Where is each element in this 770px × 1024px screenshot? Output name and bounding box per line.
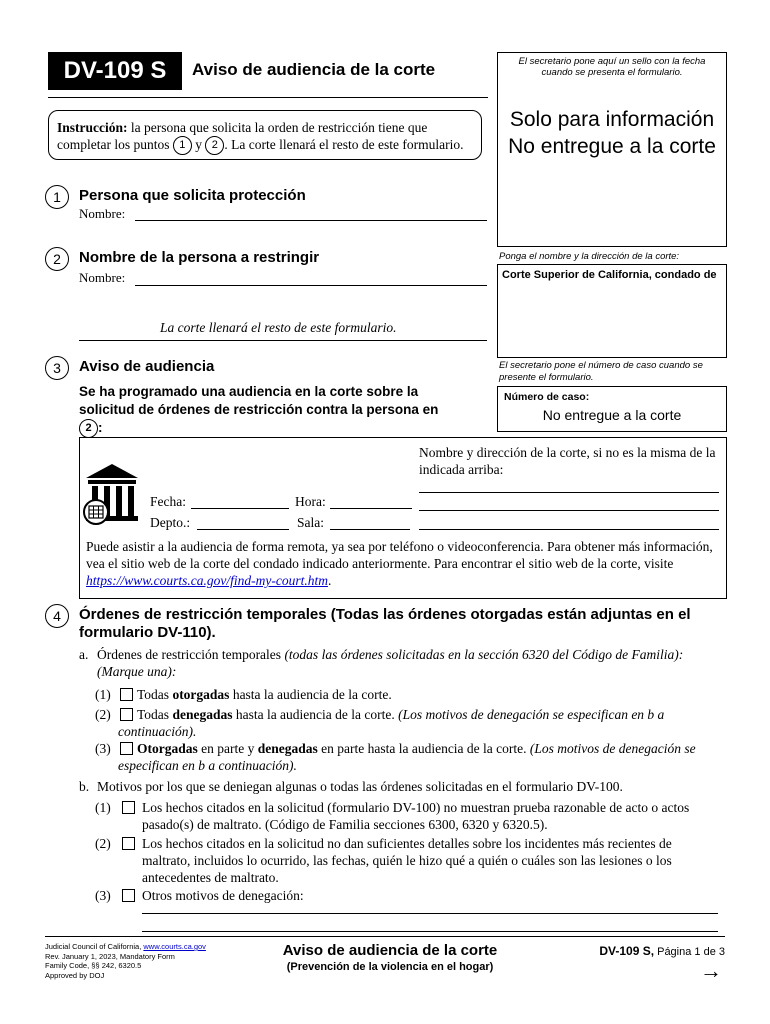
other-court-line-3[interactable] [419,529,719,530]
case-number-label: Número de caso: [504,391,590,403]
a2-pre: Todas [137,707,173,722]
a1-post: hasta la audiencia de la corte. [229,687,392,702]
section-1-title: Persona que solicita protección [79,187,306,204]
a3-mid: en parte y [197,741,258,756]
hora-label: Hora: [295,494,326,509]
a1-num: (1) [95,687,111,702]
section-4-title: Órdenes de restricción temporales (Todas las órdenes otorgadas están adjuntas en el formulario DV-110). [79,606,691,641]
ref-circle-2b: 2 [79,419,98,438]
court-fills-divider [79,340,487,341]
section-3-subtitle-text: Se ha programado una audiencia en la corte sobre la solicitud de órdenes de restricción contra la persona en [79,384,439,417]
court-box-note: Ponga el nombre y la dirección de la corte: [499,251,680,262]
petitioner-name-field[interactable] [135,220,487,221]
clerk-stamp-box [497,52,727,247]
a3-bold-1: Otorgadas [137,741,198,756]
a3-italic: (Los motivos de denegación se especifican en b a continuación). [118,741,696,774]
footer-right [560,944,725,958]
clerk-stamp-note: El secretario pone aquí un sello con la fecha cuando se presenta el formulario. [518,56,706,78]
header-divider [48,97,488,98]
item-a-italic: (todas las órdenes solicitadas en la sección 6320 del Código de Familia): (Marque una): [97,647,684,679]
case-number-value: No entregue a la corte [542,407,682,423]
b3-text: Otros motivos de denegación: [142,888,304,903]
restrained-name-field[interactable] [135,285,487,286]
a2-italic: (Los motivos de denegación se especifican en b a continuación). [118,707,665,740]
instruction-box [48,110,482,160]
a3-row [118,740,725,774]
find-my-court-link[interactable]: https://www.courts.ca.gov/find-my-court.htm [86,573,328,588]
hora-field[interactable] [330,508,412,509]
item-a-body: Órdenes de restricción temporales [97,647,285,662]
other-court-line-2[interactable] [419,510,719,511]
court-name-value: Corte Superior de California, condado de [502,269,717,281]
b1-checkbox[interactable] [122,801,135,814]
a2-row [118,706,698,740]
a3-post: en parte hasta la audiencia de la corte. [317,741,530,756]
sala-label: Sala: [297,515,324,530]
next-page-arrow-icon[interactable]: → [700,958,722,983]
a2-checkbox[interactable] [120,708,133,721]
depto-label: Depto.: [150,515,191,530]
b3-num: (3) [95,888,111,903]
form-number-badge: DV-109 S [48,52,182,90]
court-fills-note: La corte llenará el resto de este formulario. [160,320,397,335]
section-3-title: Aviso de audiencia [79,358,215,375]
section-1-number: 1 [45,185,69,209]
other-court-line-1[interactable] [419,492,719,493]
remote-attendance-text [86,538,716,589]
form-title: Aviso de audiencia de la corte [192,60,436,79]
other-court-label: Nombre y dirección de la corte, si no es la misma de la indicada arriba: [419,445,716,477]
a3-num: (3) [95,741,111,756]
restrained-name-label: Nombre: [79,270,126,285]
item-a-text [97,646,725,680]
footer-courts-link[interactable]: www.courts.ca.gov [143,942,206,951]
depto-field[interactable] [197,529,289,530]
b2-num: (2) [95,836,111,851]
instruction-text-b: . La corte llenará el resto de este formulario. [224,137,464,152]
ref-circle-1: 1 [173,136,192,155]
info-only-text: Solo para información No entregue a la corte [508,108,716,158]
court-name-box [497,264,727,358]
section-2-number: 2 [45,247,69,271]
footer-title: Aviso de audiencia de la corte [282,942,498,959]
b1-text: Los hechos citados en la solicitud (formulario DV-100) no muestran prueba razonable de acto o actos pasado(s) de maltrato. (Código de Familia secciones 6300, 6320 y 6320.5). [142,800,690,832]
section-4-number: 4 [45,604,69,628]
case-number-box [497,386,727,432]
footer-divider [45,936,725,937]
a1-pre: Todas [137,687,173,702]
a1-bold: otorgadas [172,687,230,702]
footer-approved: Approved by DOJ [45,970,105,980]
footer-subtitle: (Prevención de la violencia en el hogar) [286,961,494,973]
item-a-label: a. [79,647,89,662]
a2-num: (2) [95,707,111,722]
a1-checkbox[interactable] [120,688,133,701]
other-reasons-line-2[interactable] [142,931,718,932]
section-3-subtitle [79,383,439,438]
instruction-label: Instrucción: [57,120,128,135]
case-box-note: El secretario pone el número de caso cuando se presente el formulario. [499,360,703,383]
footer-revision: Rev. January 1, 2023, Mandatory Form [45,951,175,961]
instruction-text-a: la persona que solicita la orden de restricción tiene que completar los puntos [57,120,428,152]
b3-checkbox[interactable] [122,889,135,902]
item-b-text: Motivos por los que se deniegan algunas o todas las órdenes solicitadas en el formulario DV-100. [97,779,623,794]
a1-row [118,686,718,703]
courthouse-icon [82,462,142,530]
b2-text: Los hechos citados en la solicitud no dan suficientes detalles sobre los incidentes más recientes de maltrato, incluidos lo ocurrido, las fechas, quién le hizo qué a quién o cuáles son las lesiones o los antecedentes de maltrato. [142,836,672,885]
a2-post: hasta la audiencia de la corte. [232,707,399,722]
b2-checkbox[interactable] [122,837,135,850]
item-b-label: b. [79,779,90,794]
footer-family-code: Family Code, §§ 242, 6320.5 [45,961,142,970]
a3-bold-2: denegadas [257,741,318,756]
a3-checkbox[interactable] [120,742,133,755]
instruction-and: y [191,137,206,152]
footer-page: Página 1 de 3 [654,946,725,958]
fecha-field[interactable] [191,508,289,509]
b1-num: (1) [95,800,111,815]
ref-circle-2: 2 [205,136,224,155]
fecha-label: Fecha: [150,494,186,509]
footer-council: Judicial Council of California, [45,942,144,951]
a2-bold: denegadas [172,707,233,722]
sala-field[interactable] [330,529,410,530]
section-3-number: 3 [45,356,69,380]
footer-left [45,942,206,980]
petitioner-name-label: Nombre: [79,206,126,221]
section-3-colon: : [98,420,103,436]
footer-form-number: DV-109 S, [599,944,655,958]
footer-center [245,942,535,973]
other-reasons-line-1[interactable] [142,913,718,914]
remote-text-body: Puede asistir a la audiencia de forma remota, ya sea por teléfono o videoconferencia. Para obtener más información, vea el sitio web de la corte del condado indicado anteriormente. Para encontrar el sitio web de la corte, visite [86,539,713,571]
remote-text-end: . [327,573,332,588]
section-2-title: Nombre de la persona a restringir [79,249,320,266]
